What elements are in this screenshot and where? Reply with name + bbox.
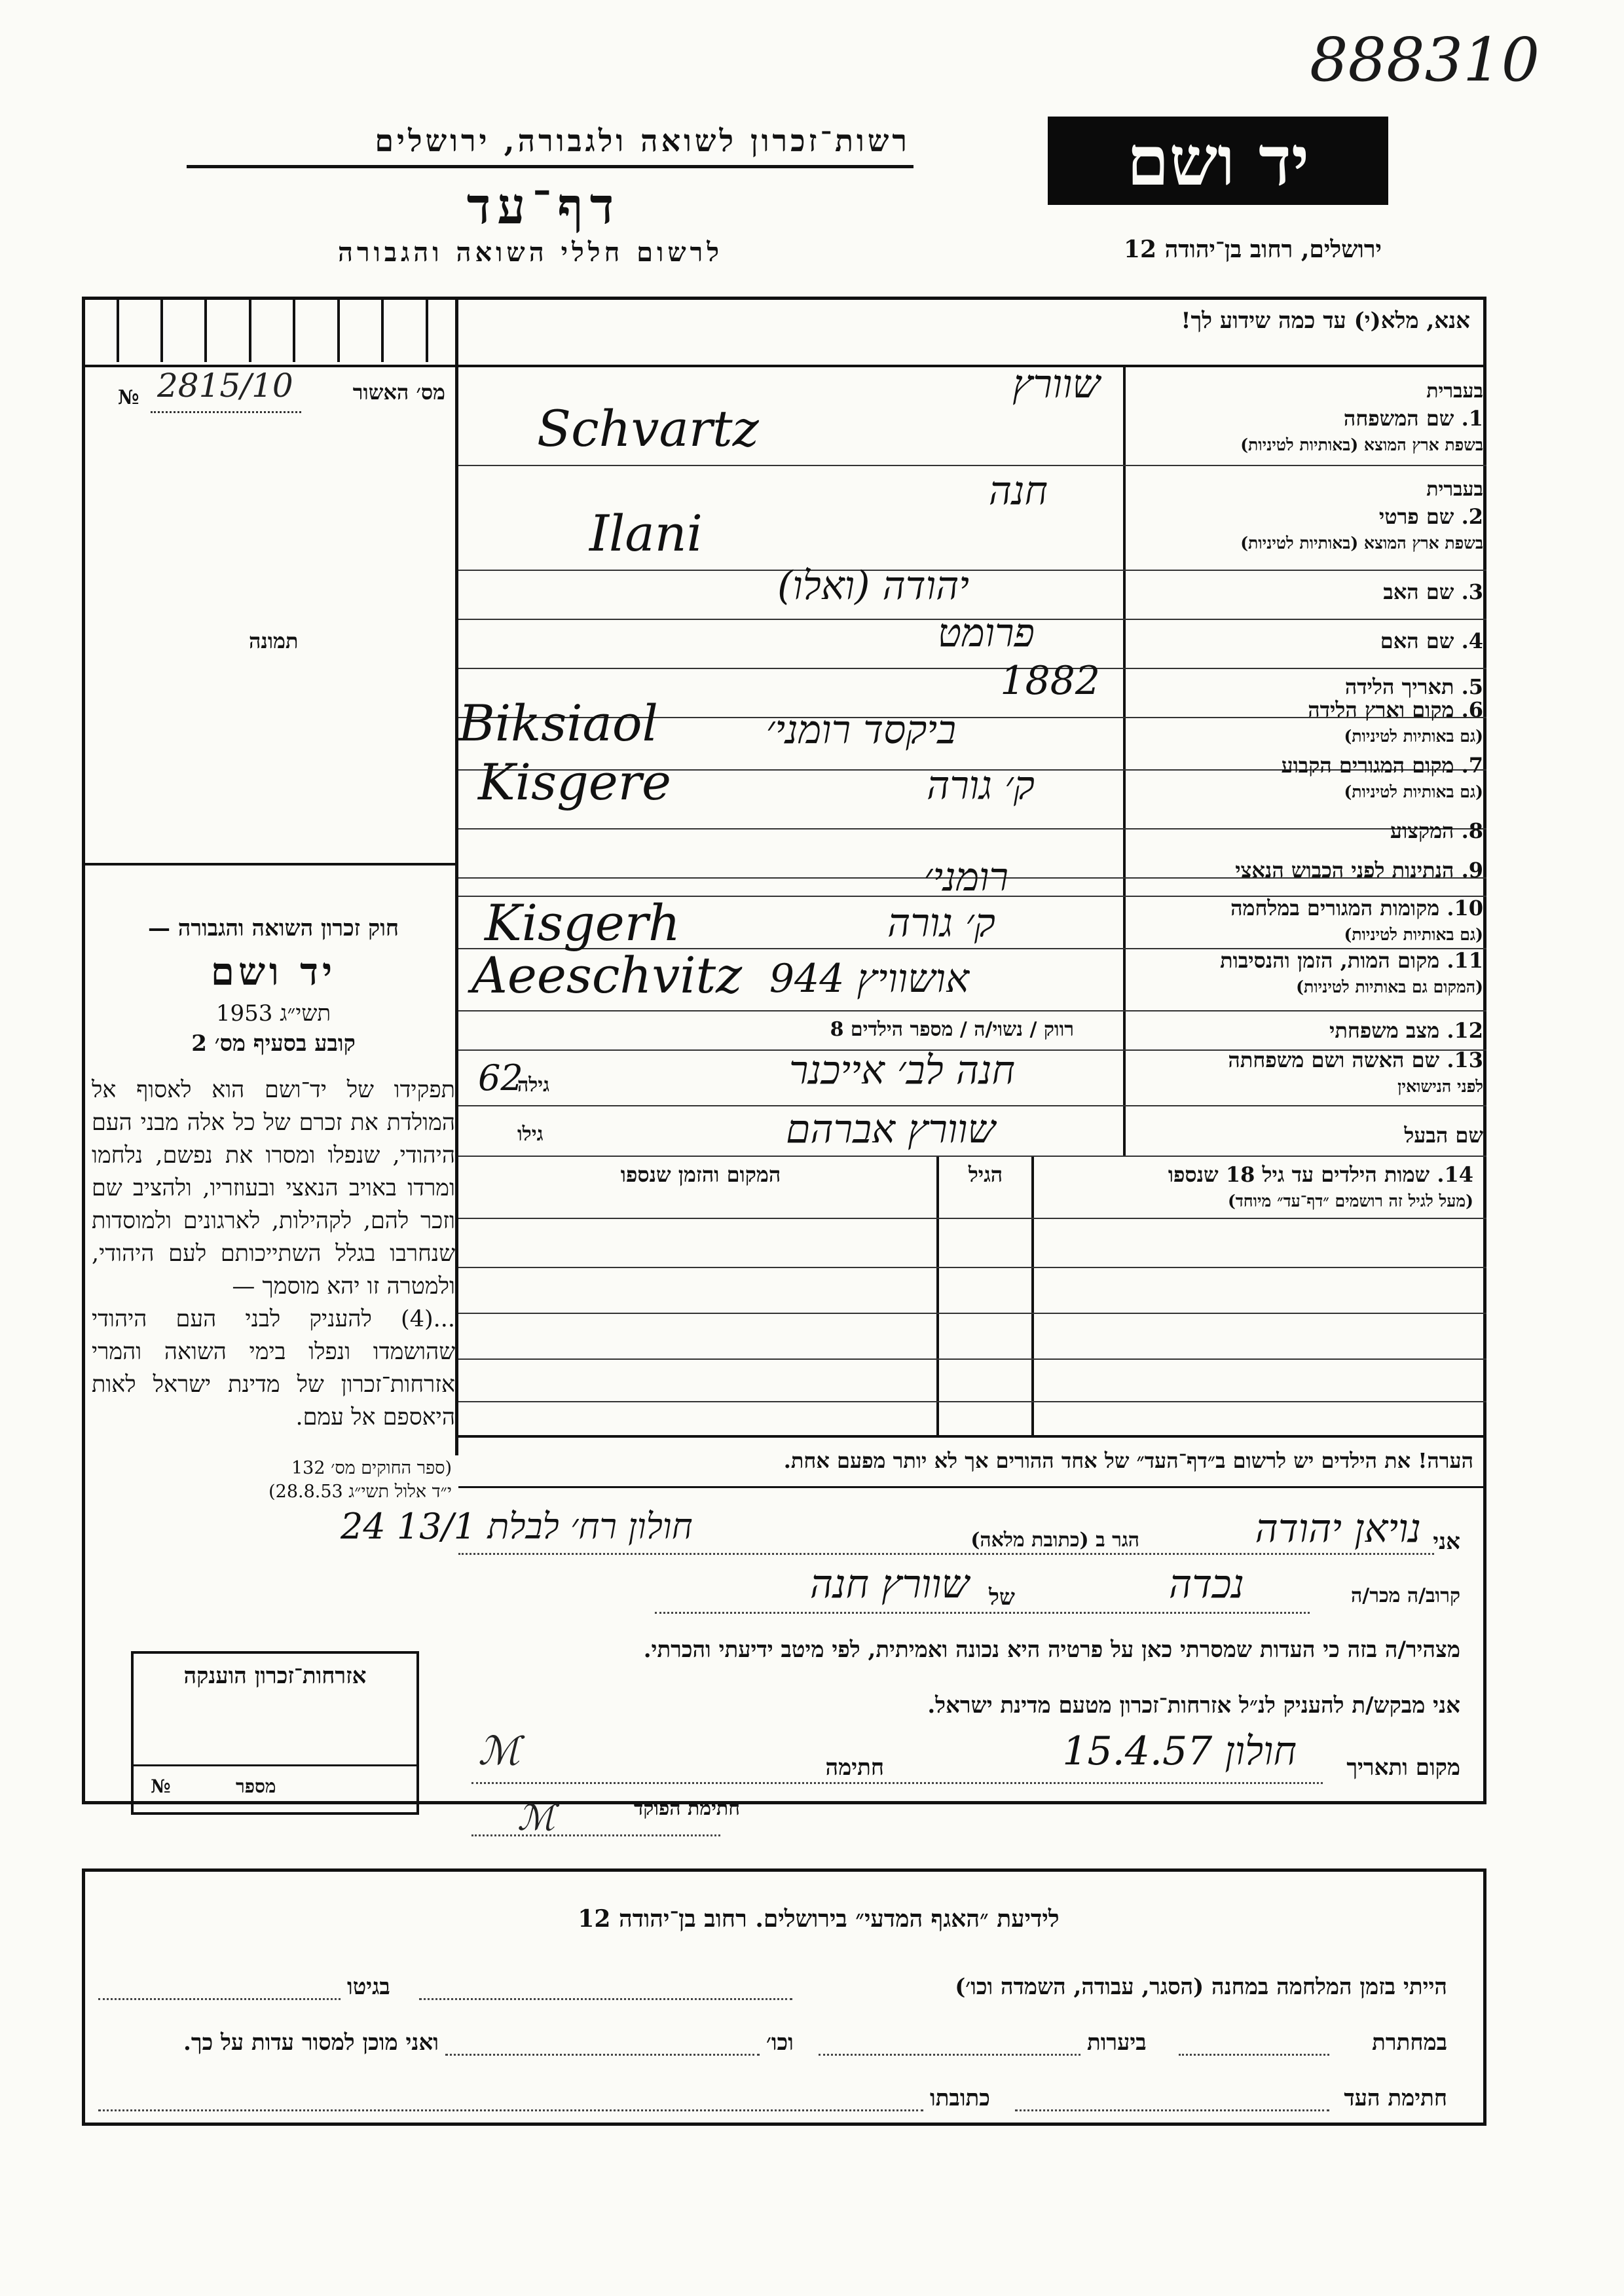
dotted-line (458, 1552, 1434, 1555)
declarant-name-value[interactable]: נויאן יהודה (1255, 1506, 1421, 1552)
citizenship-value[interactable]: רומני׳ (923, 854, 1008, 900)
field-label: 11. מקום המות, הזמן והנסיבות (המקום גם באותיות לטיניות) (1220, 948, 1483, 996)
field-label: שם הבעל (1404, 1123, 1483, 1148)
birthplace-hebrew-value[interactable]: ביקסד רומני׳ (766, 707, 956, 753)
field-label: 12. מצב משפחתי (1329, 1018, 1483, 1043)
form-subtitle: לרשום חללי השואה והגבורה (337, 237, 724, 268)
divider (458, 1435, 1486, 1438)
address-label: כתובתו (930, 2085, 990, 2111)
place-date-label: מקום ותאריך (1346, 1755, 1460, 1781)
tick-mark (117, 300, 119, 362)
dotted-line (655, 1611, 1310, 1614)
divider (458, 1486, 1486, 1488)
signature-label: חתימה (825, 1755, 884, 1781)
hebrew-tag: בעברית (1426, 380, 1483, 403)
relative-value[interactable]: נכדה (1169, 1561, 1244, 1607)
field-label: 1. שם המשפחה בשפת ארץ המוצא (באותיות לטיניות) (1240, 406, 1483, 454)
yad-vashem-logo (1048, 117, 1388, 205)
law-ref-1: (ספר החוקים מס׳ 132 (291, 1458, 452, 1478)
table-row (458, 1218, 1486, 1219)
birthdate-value[interactable]: 1882 (1000, 658, 1100, 704)
death-place-latin-value[interactable]: Aeeschvitz (471, 946, 743, 1004)
form-title: דף־עד (466, 177, 621, 235)
of-value[interactable]: שוורץ חנה (809, 1561, 969, 1607)
hebrew-tag: בעברית (1426, 478, 1483, 501)
dotted-line (1179, 2052, 1329, 2056)
of-label: של (989, 1584, 1015, 1611)
org-address: ירושלים, רחוב בן־יהודה 12 (1123, 236, 1382, 263)
field-label: 5. תאריך הלידה (1344, 674, 1483, 699)
law-name: יד ושם (210, 949, 337, 994)
dotted-line (471, 1781, 1323, 1784)
field-label: 3. שם האב (1383, 579, 1483, 604)
dotted-line (98, 1997, 341, 2000)
surname-latin-value[interactable]: Schvartz (537, 399, 759, 458)
surname-hebrew-value[interactable]: שוורץ (1012, 361, 1100, 407)
place-date-value[interactable]: חולון 15.4.57 (1062, 1728, 1297, 1774)
tick-mark (426, 300, 428, 362)
wife-age-value[interactable]: 62 (478, 1057, 523, 1099)
law-ref-2: י״ד אלול תשי״ג 28.8.53) (268, 1482, 452, 1502)
declaration-text: מצהיר/ה בזה כי העדות שמסרתי כאן על פרטיה היא נכונה ואמיתית, לפי מיטב ידיעתי והכרתי. (643, 1637, 1460, 1663)
org-underline (187, 165, 913, 168)
divider (82, 863, 458, 866)
info-line-1: הייתי בזמן המלחמה במחנה (הסגר, עבודה, השמדה וכו׳) (955, 1974, 1447, 2000)
children-col-place: המקום והזמן שנספו (620, 1162, 781, 1187)
mother-name-value[interactable]: פרומט (937, 610, 1035, 656)
table-row (458, 1358, 1486, 1360)
request-text: אני מבקש/ת להעניק לנ״ל אזרחות־זכרון מטעם מדינת ישראל. (927, 1692, 1460, 1719)
resides-label: הגר ב (כתובת מלאה) (970, 1529, 1139, 1552)
ghetto-label: בגיטו (347, 1974, 390, 2000)
instructions: אנא, מלא(י) עד כמה שידוע לך! (1181, 308, 1470, 334)
stamp-no-symbol: № (151, 1776, 171, 1797)
field-label: 8. המקצוע (1390, 818, 1483, 843)
dotted-line (819, 2052, 1080, 2056)
field-label: 6. מקום וארץ הלידה (גם באותיות לטיניות) (1308, 697, 1483, 746)
dotted-line (98, 2108, 923, 2111)
birthplace-latin-value[interactable]: Biksiaol (458, 694, 658, 752)
field-label: 10. מקומות המגורים במלחמה (גם באותיות לטיניות) (1230, 896, 1483, 944)
field-label: 9. הנתינות לפני הכבוש הנאצי (1235, 858, 1483, 883)
wife-name-value[interactable]: חנה לב׳ אייכנר (789, 1048, 1015, 1093)
dotted-line (471, 1833, 720, 1836)
tick-mark (160, 300, 163, 362)
cert-number: 2815/10 (157, 367, 293, 405)
death-place-hebrew-value[interactable]: אושוויץ 944 (769, 956, 969, 1002)
logo-text: יד ושם (1126, 120, 1310, 201)
cert-label: מס׳ האשור (352, 380, 445, 405)
info-title: לידיעת ״האגף המדעי״ בירושלים. רחוב בן־יהודה 12 (578, 1905, 1060, 1933)
table-row (458, 1267, 1486, 1268)
tick-mark (204, 300, 207, 362)
dotted-line (419, 1997, 792, 2000)
note: הערה! את הילדים יש לרשום ב״דף־העד״ של אחד ההורים אך לא יותר מפעם אחת. (783, 1448, 1473, 1473)
children-header: 14. שמות הילדים עד גיל 18 שנספו (מעל לגיל זה רושמים ״דף־עד״ מיוחד) (1168, 1162, 1473, 1211)
forests-label: ביערות (1087, 2030, 1147, 2056)
stamp-number-label: מספר (236, 1776, 276, 1797)
tick-mark (293, 300, 295, 362)
relative-label: קרוב/ה מכר/ה (1351, 1584, 1460, 1607)
resides-value[interactable]: חולון רח׳ לבלת 13/1 24 (341, 1506, 693, 1547)
underground-label: במחתרת (1372, 2030, 1447, 2056)
willing-text: ואני מוכן למסור עדות על כך. (183, 2030, 439, 2056)
tick-mark (381, 300, 384, 362)
witness-sig-label: חתימת העד (1344, 2085, 1447, 2111)
law-text-1: תפקידו של יד־ושם הוא לאסוף אל המולדת את זכרם של כל אלה מבני העם היהודי, שנפלו ומסרו את נפשם, נלחמו ומרדו באויב הנאצי ובעוזריו, ולהציב שם וזכר להם, לקהילות, לארגונים ולמוסדות שנחרבו בגלל השתייכותם לעם היהודי, ולמטרה זו יהא מוסמך — (92, 1077, 455, 1300)
table-divider (936, 1157, 939, 1435)
tick-mark (249, 300, 251, 362)
official-signature-mark: ℳ (517, 1797, 555, 1838)
children-col-age: הגיל (968, 1162, 1003, 1187)
field-label: 4. שם האם (1380, 629, 1483, 653)
law-reference (98, 1457, 452, 1504)
husband-name-value[interactable]: שוורץ אברהם (786, 1106, 995, 1152)
husband-age-label: גילו (517, 1123, 544, 1146)
firstname-latin-value[interactable]: Ilani (589, 504, 703, 562)
field-label: 2. שם פרטי בשפת ארץ המוצא (באותיות לטיניות) (1240, 504, 1483, 553)
law-year: תשי״ג 1953 (215, 1000, 331, 1027)
law-text (92, 1074, 455, 1434)
table-row (458, 1401, 1486, 1402)
firstname-hebrew-value[interactable]: חנה (988, 468, 1048, 514)
etc-label: וכו׳ (766, 2030, 794, 2056)
dotted-line (1015, 2108, 1329, 2111)
father-name-value[interactable]: יהודה (ואלו) (777, 563, 969, 609)
photo-label: תמונה (249, 629, 299, 653)
marital-status-value[interactable]: רווק / נשוי/ה / מספר הילדים 8 (830, 1018, 1074, 1041)
tick-mark (337, 300, 340, 362)
cert-underline (151, 411, 301, 413)
declarant-label: אני (1433, 1529, 1460, 1555)
stamp-title: אזרחות־זכרון הוענקה (183, 1663, 367, 1689)
residence-hebrew-value[interactable]: ק׳ גורה (927, 763, 1035, 809)
dotted-line (445, 2052, 760, 2056)
wife-age-label: גילה (517, 1074, 550, 1097)
page-number: 888310 (1310, 25, 1540, 95)
org-name: רשות־זכרון לשואה ולגבורה, ירושלים (375, 123, 910, 158)
law-header (95, 915, 452, 1057)
law-text-2: ...(4) להעניק לבני העם היהודי שהושמדו ונפלו בימי השואה והמרי אזרחות־זכרון של מדינת ישראל לאות היאספם אל עמם. (92, 1306, 455, 1430)
official-sig-label: חתימת הפוקד (633, 1797, 740, 1820)
field-label: 13. שם האשה ושם משפחתה לפני הנישואין (1228, 1048, 1483, 1096)
law-clause: קובע בסעיף מס׳ 2 (191, 1030, 356, 1057)
wartime-residence-hebrew-value[interactable]: ק׳ גורה (887, 900, 995, 946)
wartime-residence-latin-value[interactable]: Kisgerh (485, 894, 680, 952)
signature-mark: ℳ (478, 1728, 521, 1774)
cert-no-symbol: № (118, 386, 139, 409)
field-label: 7. מקום המגורים הקבוע (גם באותיות לטיניות) (1281, 753, 1483, 801)
residence-latin-value[interactable]: Kisgere (478, 753, 672, 811)
table-row (458, 1313, 1486, 1314)
divider (131, 1764, 419, 1766)
law-title: חוק זכרון השואה והגבורה — (147, 915, 399, 941)
table-divider (1031, 1157, 1034, 1435)
